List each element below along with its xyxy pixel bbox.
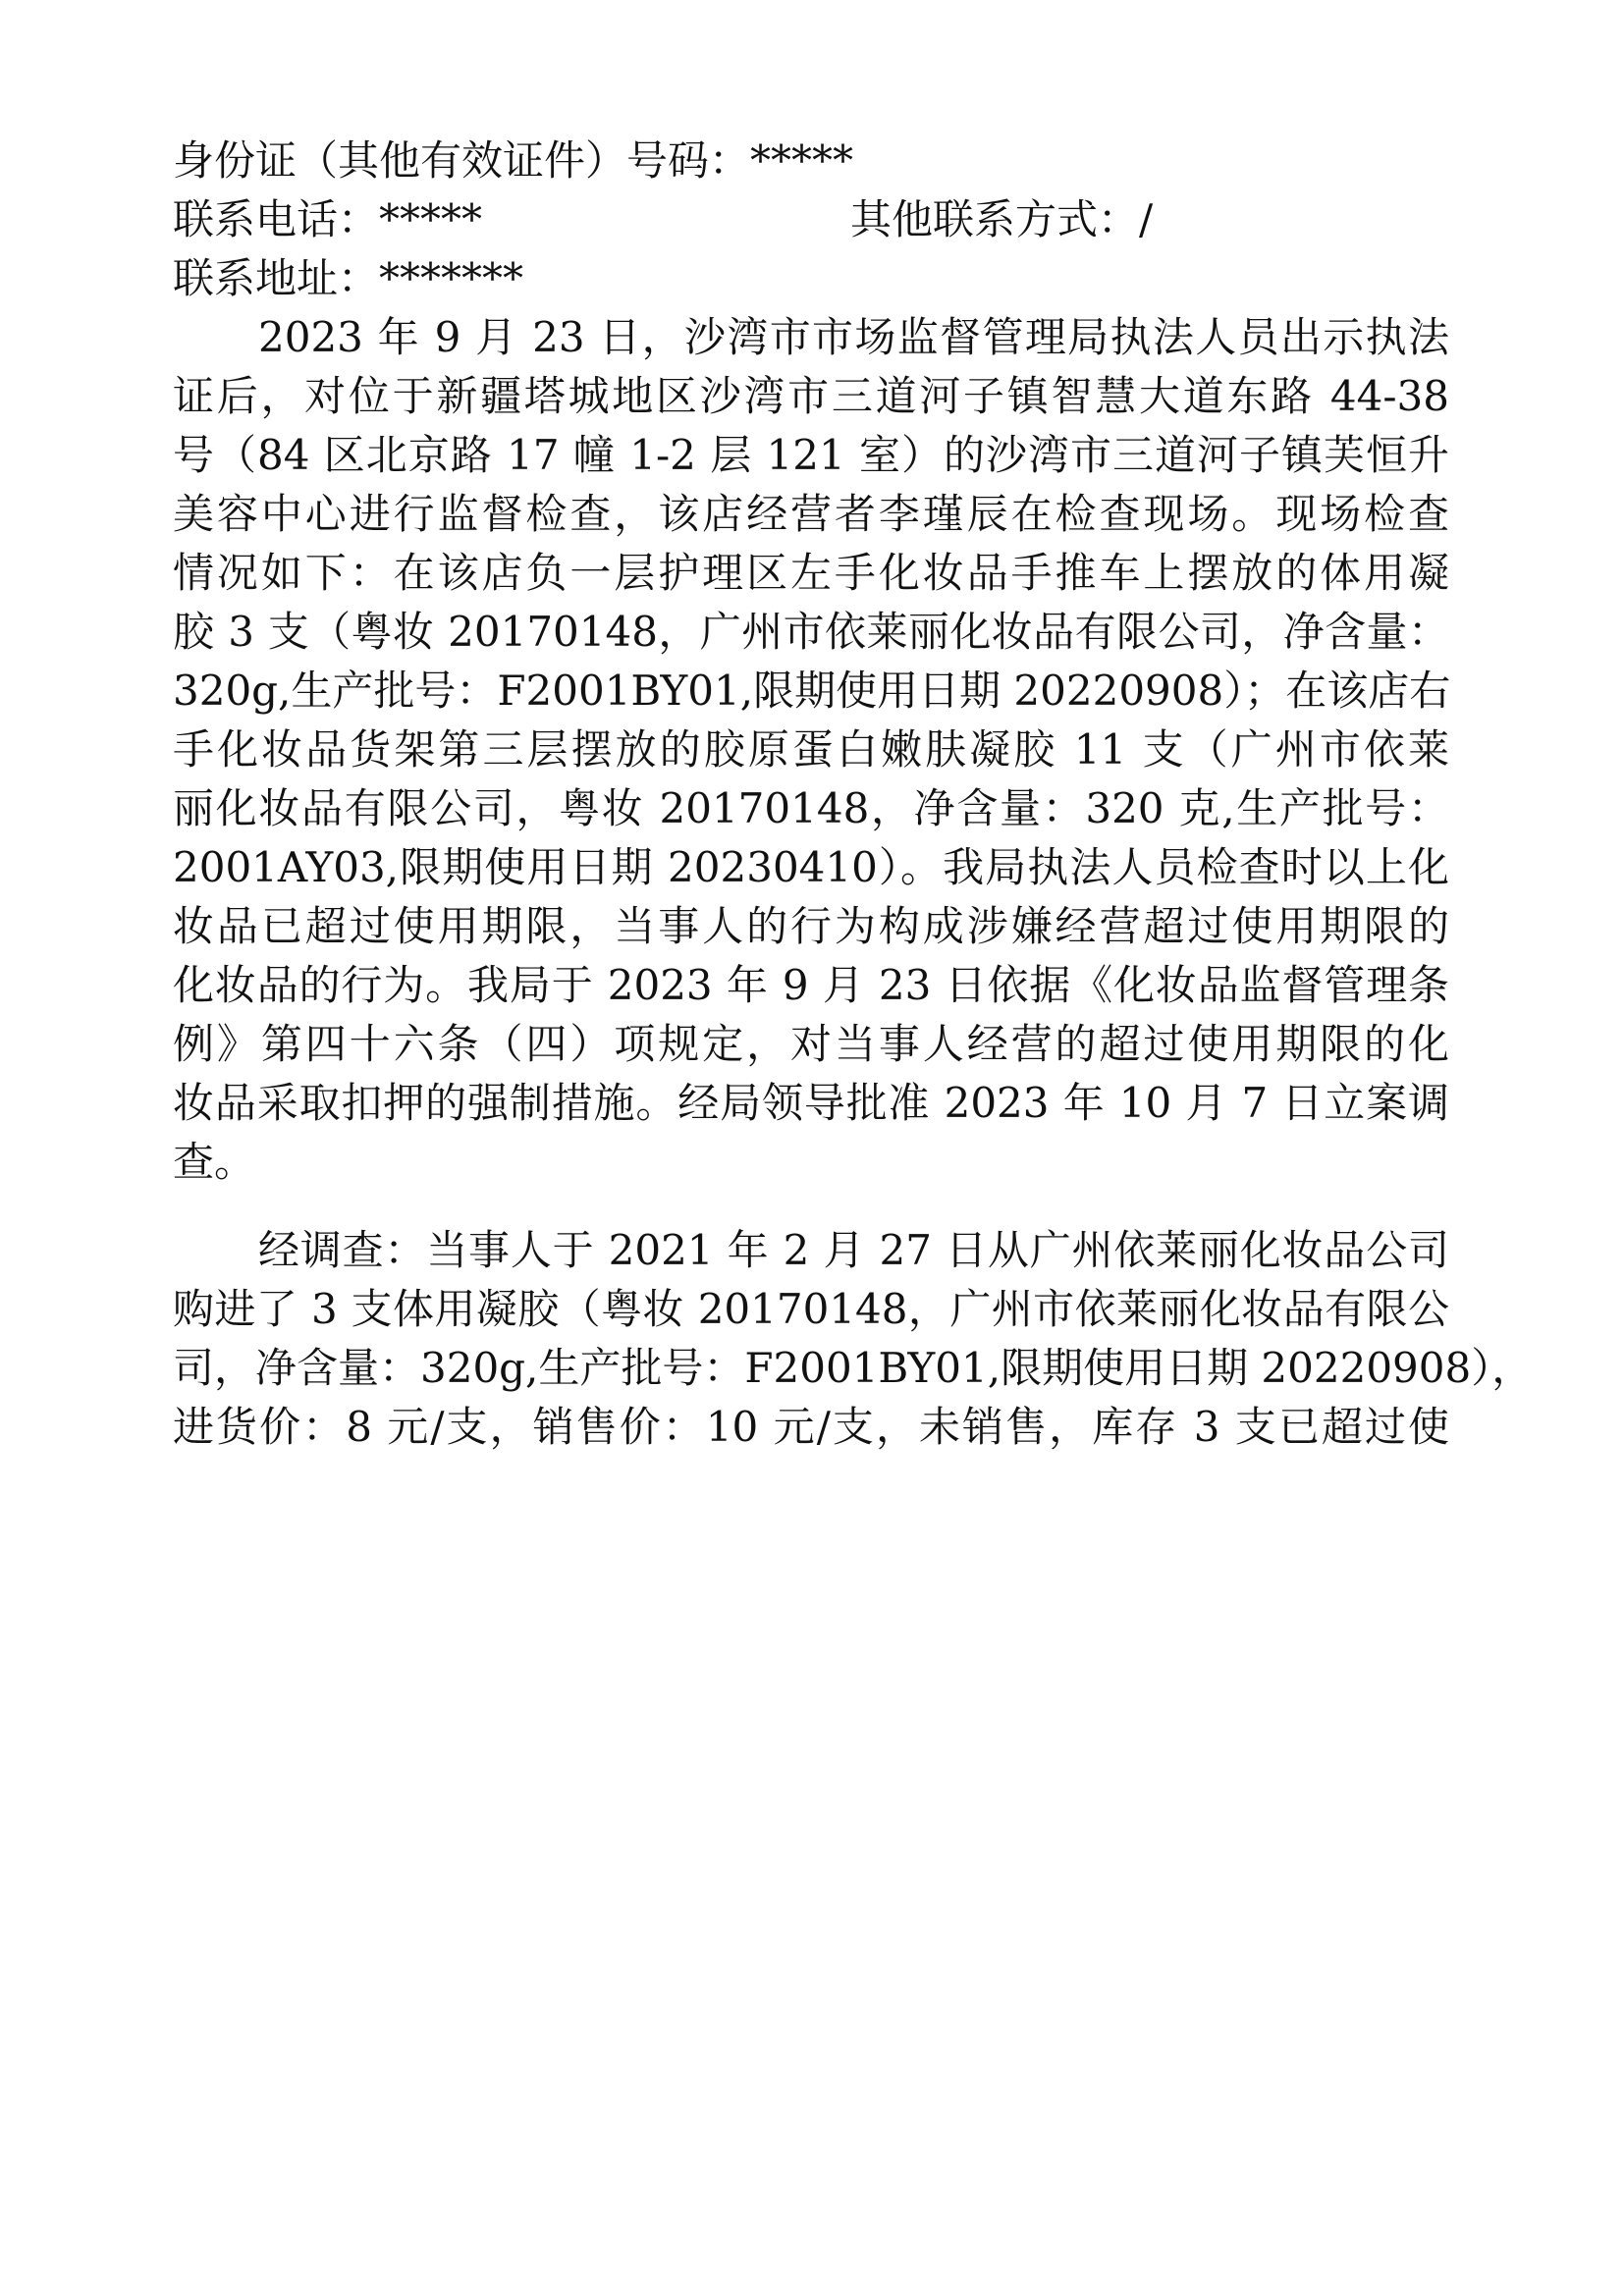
paragraph-line: 经调查：当事人于 2021 年 2 月 27 日从广州依莱丽化妆品公司: [258, 1226, 1449, 1274]
paragraph-line: 进货价：8 元/支，销售价：10 元/支，未销售，库存 3 支已超过使: [173, 1403, 1449, 1451]
id-number-line: [173, 132, 1449, 190]
paragraph-line: 司，净含量：320g,生产批号：F2001BY01,限期使用日期 20220908），: [173, 1344, 1534, 1392]
other-contact-value: /: [1139, 195, 1154, 243]
paragraph-line: 查。: [173, 1138, 256, 1186]
other-contact-label: 其他联系方式：: [850, 195, 1140, 243]
paragraph-line: 情况如下：在该店负一层护理区左手化妆品手推车上摆放的体用凝: [173, 549, 1449, 597]
paragraph-line: 手化妆品货架第三层摆放的胶原蛋白嫩肤凝胶 11 支（广州市依莱: [173, 725, 1449, 774]
paragraph-line: 化妆品的行为。我局于 2023 年 9 月 23 日依据《化妆品监督管理条: [173, 961, 1449, 1009]
other-contact: [850, 190, 1153, 249]
paragraph-line: 2001AY03,限期使用日期 20230410）。我局执法人员检查时以上化: [173, 843, 1449, 891]
paragraph-line: 证后，对位于新疆塔城地区沙湾市三道河子镇智慧大道东路 44-38: [173, 372, 1449, 420]
phone-label: 联系电话：: [173, 195, 380, 243]
phone-value: *****: [379, 195, 483, 243]
id-number-value: *****: [750, 136, 854, 185]
paragraph-line: 丽化妆品有限公司，粤妆 20170148，净含量：320 克,生产批号：: [173, 784, 1449, 832]
paragraph-line: 例》第四十六条（四）项规定，对当事人经营的超过使用期限的化: [173, 1020, 1449, 1068]
paragraph-line: 号（84 区北京路 17 幢 1-2 层 121 室）的沙湾市三道河子镇芙恒升: [173, 431, 1449, 479]
paragraph-line: 2023 年 9 月 23 日，沙湾市市场监督管理局执法人员出示执法: [258, 313, 1449, 361]
address-line: [173, 249, 1449, 308]
paragraph-line: 购进了 3 支体用凝胶（粤妆 20170148，广州市依莱丽化妆品有限公: [173, 1285, 1449, 1333]
paragraph-line: 胶 3 支（粤妆 20170148，广州市依莱丽化妆品有限公司，净含量：: [173, 608, 1449, 656]
contact-line: [173, 190, 1449, 249]
paragraph-line: 妆品采取扣押的强制措施。经局领导批准 2023 年 10 月 7 日立案调: [173, 1079, 1449, 1127]
paragraph-line: 美容中心进行监督检查，该店经营者李瑾辰在检查现场。现场检查: [173, 490, 1449, 538]
address-value: *******: [379, 254, 524, 302]
address-label: 联系地址：: [173, 254, 380, 302]
id-number-label: 身份证（其他有效证件）号码：: [173, 136, 751, 185]
paragraph-line: 妆品已超过使用期限，当事人的行为构成涉嫌经营超过使用期限的: [173, 902, 1449, 950]
paragraph-line: 320g,生产批号：F2001BY01,限期使用日期 20220908）；在该店右: [173, 667, 1451, 715]
